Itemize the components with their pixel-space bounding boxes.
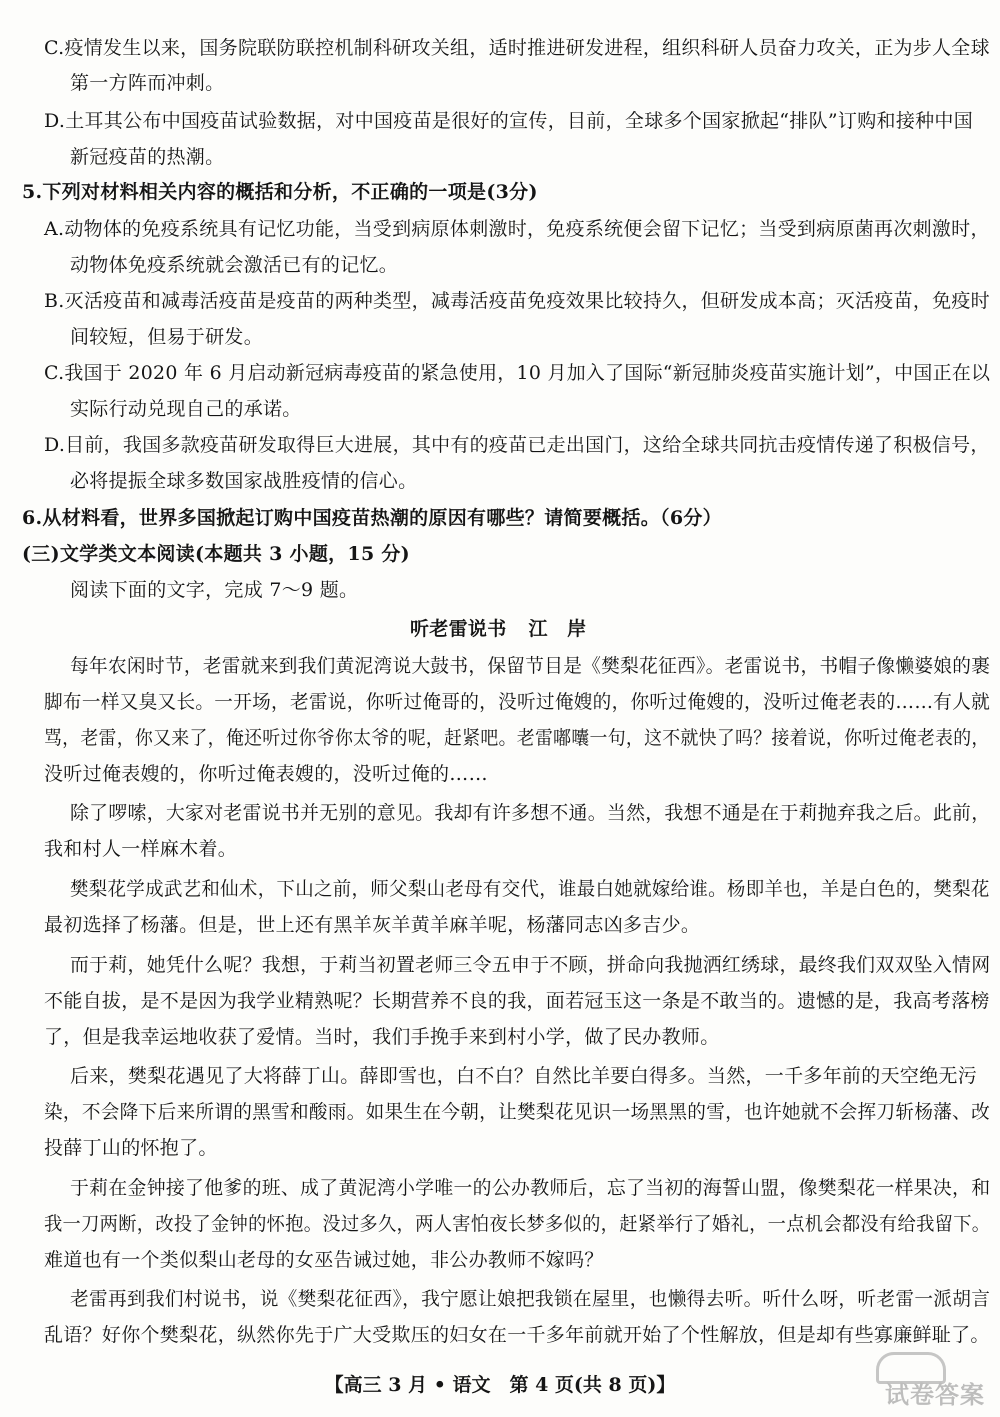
para-4-line-1: 而于莉，她凭什么呢？我想，于莉当初置老师三令五申于不顾，拼命向我抛洒红绣球，最终我们双双坠入情网 (70, 954, 991, 976)
para-1-line-3: 骂，老雷，你又来了，俺还听过你爷你太爷的呢，赶紧吧。老雷嘟囔一句，这不就快了吗？接着说，你听过俺老表的， (44, 727, 990, 749)
q5-option-d-line-2: 必将提振全球多数国家战胜疫情的信心。 (70, 470, 418, 492)
watermark-text: 试卷答案 (885, 1381, 985, 1409)
para-7-line-2: 乱语？好你个樊梨花，纵然你先于广大受欺压的妇女在一千多年前就开始了个性解放，但是却有些寡廉鲜耻了。 (44, 1324, 990, 1346)
story-title-text: 听老雷说书 (410, 618, 507, 640)
q5-option-c-line-2: 实际行动兑现自己的承诺。 (70, 398, 302, 420)
para-2-line-1: 除了啰嗦，大家对老雷说书并无别的意见。我却有许多想不通。当然，我想不通是在于莉抛弃我之后。此前， (70, 802, 991, 824)
section-heading: (三)文学类文本阅读(本题共 3 小题，15 分) (22, 543, 410, 565)
para-1-line-4: 没听过俺表嫂的，你听过俺表嫂的，没听过俺的…… (44, 763, 488, 785)
q5-option-a-line-2: 动物体免疫系统就会激活已有的记忆。 (70, 254, 399, 276)
page-footer: 【高三 3 月 • 语文 第 4 页(共 8 页)】 (324, 1374, 676, 1396)
option-d-line-2: 新冠疫苗的热潮。 (70, 146, 225, 168)
para-5-line-3: 投薛丁山的怀抱了。 (44, 1137, 218, 1159)
watermark (818, 1352, 993, 1412)
option-c-line-1: C.疫情发生以来，国务院联防联控机制科研攻关组，适时推进研发进程，组织科研人员奋力攻关，正为步人全球 (44, 37, 990, 59)
reading-instruction: 阅读下面的文字，完成 7～9 题。 (70, 579, 359, 601)
para-6-line-3: 难道也有一个类似梨山老母的女巫告诫过她，非公办教师不嫁吗？ (44, 1249, 604, 1271)
question-5: 5.下列对材料相关内容的概括和分析，不正确的一项是(3分) (22, 181, 538, 203)
para-1-line-1: 每年农闲时节，老雷就来到我们黄泥湾说大鼓书，保留节目是《樊梨花征西》。老雷说书，书帽子像懒婆娘的裹 (70, 655, 991, 677)
q5-option-b-line-2: 间较短，但易于研发。 (70, 326, 264, 348)
para-7-line-1: 老雷再到我们村说书，说《樊梨花征西》，我宁愿让娘把我锁在屋里，也懒得去听。听什么呀，听老雷一派胡言 (70, 1288, 991, 1310)
q5-option-c-line-1: C.我国于 2020 年 6 月启动新冠病毒疫苗的紧急使用，10 月加入了国际“新冠肺炎疫苗实施计划”，中国正在以 (44, 362, 991, 384)
para-3-line-2: 最初选择了杨藩。但是，世上还有黑羊灰羊黄羊麻羊呢，杨藩同志凶多吉少。 (44, 914, 701, 936)
para-4-line-3: 了，但是我幸运地收获了爱情。当时，我们手挽手来到村小学，做了民办教师。 (44, 1026, 720, 1048)
q5-option-a-line-1: A.动物体的免疫系统具有记忆功能，当受到病原体刺激时，免疫系统便会留下记忆；当受到病原菌再次刺激时， (44, 218, 990, 240)
option-d-line-1: D.土耳其公布中国疫苗试验数据，对中国疫苗是很好的宣传，目前，全球多个国家掀起“排队”订购和接种中国 (44, 110, 974, 132)
para-1-line-2: 脚布一样又臭又长。一开场，老雷说，你听过俺哥的，没听过俺嫂的，你听过俺嫂的，没听过俺老表的……有人就 (44, 691, 991, 713)
para-6-line-2: 我一刀两断，改投了金钟的怀抱。没过多久，两人害怕夜长梦多似的，赶紧举行了婚礼，一点机会都没有给我留下。 (44, 1213, 991, 1235)
question-6: 6.从材料看，世界多国掀起订购中国疫苗热潮的原因有哪些？请简要概括。（6分） (22, 507, 722, 529)
para-2-line-2: 我和村人一样麻木着。 (44, 838, 238, 860)
para-5-line-1: 后来，樊梨花遇见了大将薛丁山。薛即雪也，白不白？自然比羊要白得多。当然，一千多年前的天空绝无污 (70, 1065, 978, 1087)
para-4-line-2: 不能自拔，是不是因为我学业精熟呢？长期营养不良的我，面若冠玉这一条是不敢当的。遗憾的是，我高考落榜 (44, 990, 990, 1012)
para-3-line-1: 樊梨花学成武艺和仙术，下山之前，师父梨山老母有交代，谁最白她就嫁给谁。杨即羊也，羊是白色的，樊梨花 (70, 878, 990, 900)
story-author: 江 岸 (528, 618, 587, 640)
q5-option-d-line-1: D.目前，我国多款疫苗研发取得巨大进展，其中有的疫苗已走出国门，这给全球共同抗击疫情传递了积极信号， (44, 434, 990, 456)
option-c-line-2: 第一方阵而冲刺。 (70, 72, 225, 94)
para-6-line-1: 于莉在金钟接了他爹的班、成了黄泥湾小学唯一的公办教师后，忘了当初的海誓山盟，像樊梨花一样果决，和 (70, 1177, 991, 1199)
para-5-line-2: 染，不会降下后来所谓的黑雪和酸雨。如果生在今朝，让樊梨花见识一场黑黑的雪，也许她就不会挥刀斩杨藩、改 (44, 1101, 991, 1123)
q5-option-b-line-1: B.灭活疫苗和减毒活疫苗是疫苗的两种类型，减毒活疫苗免疫效果比较持久，但研发成本高；灭活疫苗，免疫时 (44, 290, 990, 312)
story-title (410, 614, 586, 644)
